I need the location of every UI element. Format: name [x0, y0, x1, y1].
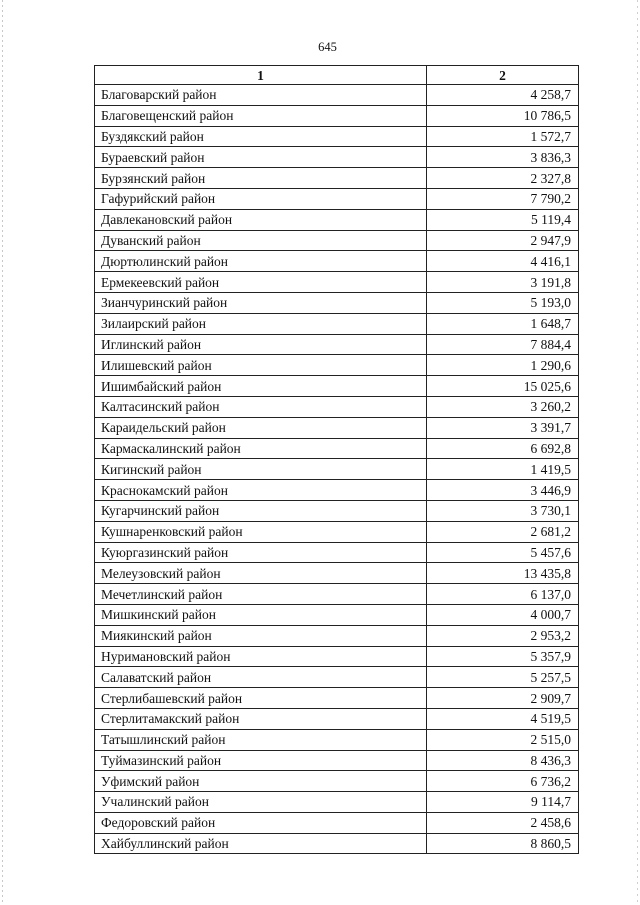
district-value-cell: 15 025,6 [427, 376, 579, 397]
table-row [95, 230, 579, 251]
district-name-cell: Дуванский район [95, 230, 427, 251]
district-name-cell: Калтасинский район [95, 396, 427, 417]
table-row [95, 584, 579, 605]
table-row [95, 688, 579, 709]
table-row [95, 376, 579, 397]
table-row [95, 833, 579, 854]
district-name-cell: Куюргазинский район [95, 542, 427, 563]
scan-edge-left [2, 0, 3, 905]
district-name-cell: Зилаирский район [95, 313, 427, 334]
district-value-cell: 7 790,2 [427, 188, 579, 209]
district-value-cell: 2 947,9 [427, 230, 579, 251]
district-name-cell: Татышлинский район [95, 729, 427, 750]
district-name-cell: Бураевский район [95, 147, 427, 168]
district-value-cell: 5 457,6 [427, 542, 579, 563]
district-name-cell: Ермекеевский район [95, 272, 427, 293]
district-name-cell: Уфимский район [95, 771, 427, 792]
district-name-cell: Буздякский район [95, 126, 427, 147]
district-value-cell: 4 258,7 [427, 85, 579, 106]
district-name-cell: Салаватский район [95, 667, 427, 688]
district-name-cell: Хайбуллинский район [95, 833, 427, 854]
district-name-cell: Караидельский район [95, 417, 427, 438]
table-row [95, 563, 579, 584]
table-row [95, 272, 579, 293]
table-row [95, 126, 579, 147]
table-body [95, 85, 579, 854]
district-value-cell: 1 572,7 [427, 126, 579, 147]
district-value-cell: 3 730,1 [427, 500, 579, 521]
district-value-cell: 8 436,3 [427, 750, 579, 771]
district-value-cell: 13 435,8 [427, 563, 579, 584]
district-value-cell: 3 446,9 [427, 480, 579, 501]
table-row [95, 792, 579, 813]
district-value-cell: 5 119,4 [427, 209, 579, 230]
table-header-row [95, 66, 579, 85]
district-name-cell: Давлекановский район [95, 209, 427, 230]
table-row [95, 105, 579, 126]
district-name-cell: Гафурийский район [95, 188, 427, 209]
column-header-1: 1 [95, 66, 427, 85]
table-row [95, 480, 579, 501]
scan-edge-right [637, 0, 638, 905]
district-value-cell: 7 884,4 [427, 334, 579, 355]
table-row [95, 188, 579, 209]
table-row [95, 168, 579, 189]
table-row [95, 521, 579, 542]
district-value-cell: 9 114,7 [427, 792, 579, 813]
district-name-cell: Миякинский район [95, 625, 427, 646]
district-value-cell: 3 260,2 [427, 396, 579, 417]
page-number: 645 [318, 40, 337, 54]
district-name-cell: Мечетлинский район [95, 584, 427, 605]
table-row [95, 604, 579, 625]
district-value-cell: 3 191,8 [427, 272, 579, 293]
table-row [95, 708, 579, 729]
table-row [95, 500, 579, 521]
district-value-cell: 4 000,7 [427, 604, 579, 625]
district-value-cell: 10 786,5 [427, 105, 579, 126]
district-name-cell: Зианчуринский район [95, 292, 427, 313]
district-name-cell: Мишкинский район [95, 604, 427, 625]
table-row [95, 729, 579, 750]
district-name-cell: Кигинский район [95, 459, 427, 480]
district-name-cell: Мелеузовский район [95, 563, 427, 584]
district-value-cell: 2 458,6 [427, 812, 579, 833]
table-row [95, 147, 579, 168]
district-name-cell: Стерлибашевский район [95, 688, 427, 709]
table-row [95, 771, 579, 792]
district-name-cell: Краснокамский район [95, 480, 427, 501]
district-value-cell: 1 290,6 [427, 355, 579, 376]
table-row [95, 292, 579, 313]
table-row [95, 209, 579, 230]
table-row [95, 417, 579, 438]
table-row [95, 334, 579, 355]
district-name-cell: Стерлитамакский район [95, 708, 427, 729]
district-name-cell: Илишевский район [95, 355, 427, 376]
district-name-cell: Иглинский район [95, 334, 427, 355]
district-name-cell: Федоровский район [95, 812, 427, 833]
district-value-cell: 1 419,5 [427, 459, 579, 480]
district-name-cell: Благоварский район [95, 85, 427, 106]
district-value-cell: 5 357,9 [427, 646, 579, 667]
district-name-cell: Дюртюлинский район [95, 251, 427, 272]
district-value-cell: 6 692,8 [427, 438, 579, 459]
district-name-cell: Туймазинский район [95, 750, 427, 771]
district-value-cell: 3 391,7 [427, 417, 579, 438]
district-value-cell: 2 327,8 [427, 168, 579, 189]
table-row [95, 396, 579, 417]
table-row [95, 355, 579, 376]
table-row [95, 542, 579, 563]
district-name-cell: Кугарчинский район [95, 500, 427, 521]
district-value-cell: 5 193,0 [427, 292, 579, 313]
district-value-cell: 4 519,5 [427, 708, 579, 729]
district-name-cell: Бурзянский район [95, 168, 427, 189]
column-header-2: 2 [427, 66, 579, 85]
table-row [95, 646, 579, 667]
district-value-cell: 2 681,2 [427, 521, 579, 542]
district-table [94, 65, 579, 854]
table-row [95, 313, 579, 334]
district-value-cell: 2 909,7 [427, 688, 579, 709]
district-name-cell: Кармаскалинский район [95, 438, 427, 459]
table-row [95, 85, 579, 106]
district-value-cell: 6 137,0 [427, 584, 579, 605]
district-name-cell: Благовещенский район [95, 105, 427, 126]
district-value-cell: 5 257,5 [427, 667, 579, 688]
table-row [95, 459, 579, 480]
table-row [95, 667, 579, 688]
table-row [95, 251, 579, 272]
district-value-cell: 6 736,2 [427, 771, 579, 792]
table-row [95, 625, 579, 646]
district-name-cell: Нуримановский район [95, 646, 427, 667]
district-value-cell: 3 836,3 [427, 147, 579, 168]
district-name-cell: Кушнаренковский район [95, 521, 427, 542]
district-value-cell: 4 416,1 [427, 251, 579, 272]
table-row [95, 812, 579, 833]
district-name-cell: Ишимбайский район [95, 376, 427, 397]
table-row [95, 438, 579, 459]
district-value-cell: 8 860,5 [427, 833, 579, 854]
district-value-cell: 1 648,7 [427, 313, 579, 334]
district-name-cell: Учалинский район [95, 792, 427, 813]
district-value-cell: 2 515,0 [427, 729, 579, 750]
table-row [95, 750, 579, 771]
district-value-cell: 2 953,2 [427, 625, 579, 646]
